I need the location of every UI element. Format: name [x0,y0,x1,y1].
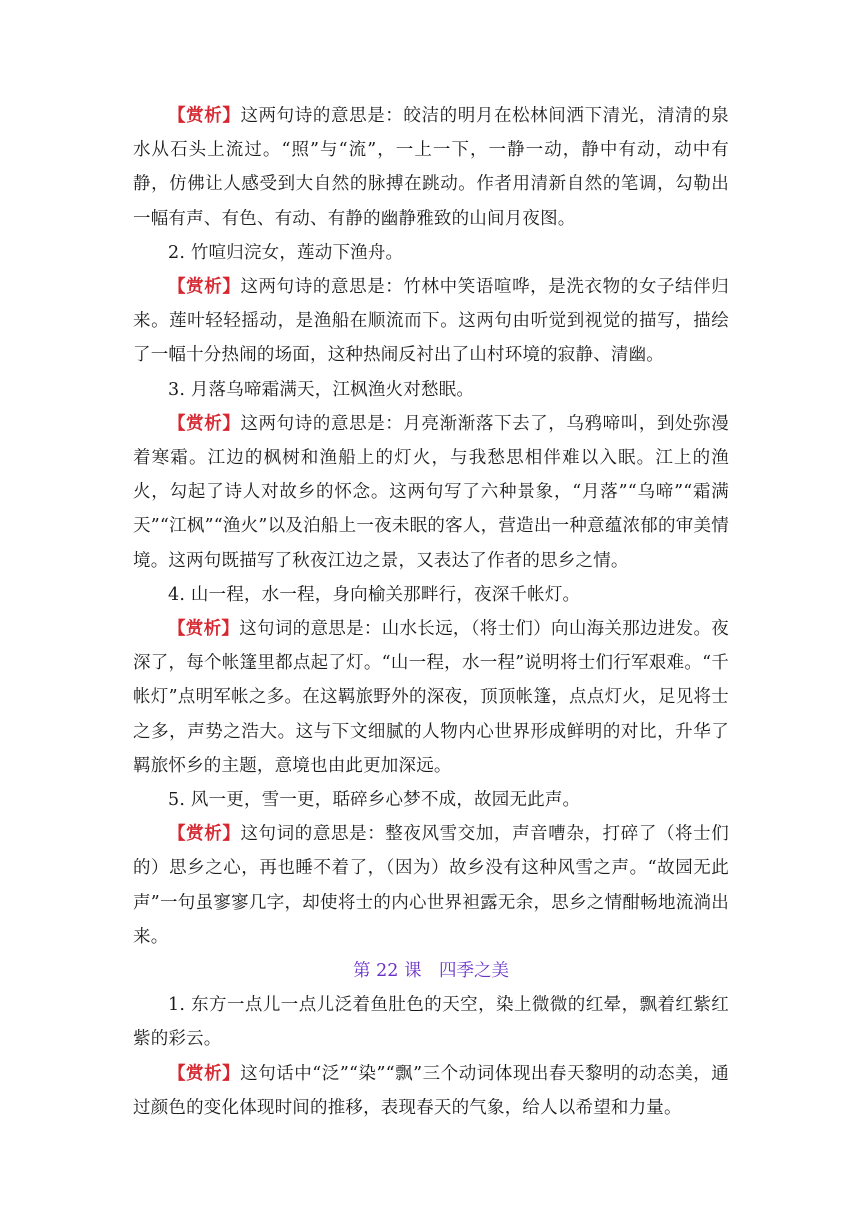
verse-line-4: 4. 山一程，水一程，身向榆关那畔行，夜深千帐灯。 [168,584,581,605]
analysis-text: 这句词的意思是：整夜风雪交加，声音嘈杂，打碎了（将士们的）思乡之心，再也睡不着了，（因为）故乡没有这种风雪之声。“故园无此声”一句虽寥寥几字，却使将士的内心世界袒露无余，思乡之情酣畅地流淌出来。 [133,824,729,947]
analysis-paragraph-3 [133,407,729,578]
verse-line-5: 5. 风一更，雪一更，聒碎乡心梦不成，故园无此声。 [168,790,581,811]
analysis-tag: 【赏析】 [168,1063,241,1084]
analysis-tag: 【赏析】 [168,106,241,126]
analysis-text: 这两句诗的意思是：月亮渐渐落下去了，乌鸦啼叫，到处弥漫着寒霜。江边的枫树和渔船上的灯火，与我愁思相伴难以入眠。江上的渔火，勾起了诗人对故乡的怀念。这两句写了六种景象，“月落”“乌啼”“霜满天”“江枫”“渔火”以及泊船上一夜未眠的客人，营造出一种意蕴浓郁的审美情境。这两句既描写了秋夜江边之景，又表达了作者的思乡之情。 [133,413,729,571]
analysis-paragraph-6 [133,1057,729,1125]
analysis-tag: 【赏析】 [168,824,241,845]
analysis-paragraph-2 [133,270,729,373]
analysis-tag: 【赏析】 [168,619,240,640]
verse-line-3: 3. 月落乌啼霜满天，江枫渔火对愁眠。 [168,379,475,400]
verse-line-6: 1. 东方一点儿一点儿泛着鱼肚色的天空，染上微微的红晕，飘着红紫红紫的彩云。 [133,995,729,1050]
verse-line-2: 2. 竹喧归浣女，莲动下渔舟。 [168,242,404,263]
analysis-tag: 【赏析】 [168,277,241,298]
document-page [133,99,729,1125]
analysis-text: 这句话中“泛”“染”“飘”三个动词体现出春天黎明的动态美，通过颜色的变化体现时间的推移，表现春天的气象，给人以希望和力量。 [133,1063,729,1118]
analysis-paragraph-4 [133,612,729,783]
analysis-text: 这两句诗的意思是：竹林中笑语喧哗，是洗衣物的女子结伴归来。莲叶轻轻摇动，是渔船在顺流而下。这两句由听觉到视觉的描写，描绘了一幅十分热闹的场面，这种热闹反衬出了山村环境的寂静、清幽。 [133,277,729,366]
analysis-text: 这两句诗的意思是：皎洁的明月在松林间洒下清光，清清的泉水从石头上流过。“照”与“流”，一上一下，一静一动，静中有动，动中有静，仿佛让人感受到大自然的脉搏在跳动。作者用清新自然的笔调，勾勒出一幅有声、有色、有动、有静的幽静雅致的山间月夜图。 [133,106,729,229]
section-heading: 第 22 课 四季之美 [353,961,509,982]
analysis-tag: 【赏析】 [168,413,241,434]
analysis-paragraph-5 [133,817,729,954]
analysis-paragraph-1 [133,99,729,236]
analysis-text: 这句词的意思是：山水长远，（将士们）向山海关那边进发。夜深了，每个帐篷里都点起了灯。“山一程，水一程”说明将士们行军艰难。“千帐灯”点明军帐之多。在这羁旅野外的深夜，顶顶帐篷，点点灯火，足见将士之多，声势之浩大。这与下文细腻的人物内心世界形成鲜明的对比，升华了羁旅怀乡的主题，意境也由此更加深远。 [133,619,729,776]
